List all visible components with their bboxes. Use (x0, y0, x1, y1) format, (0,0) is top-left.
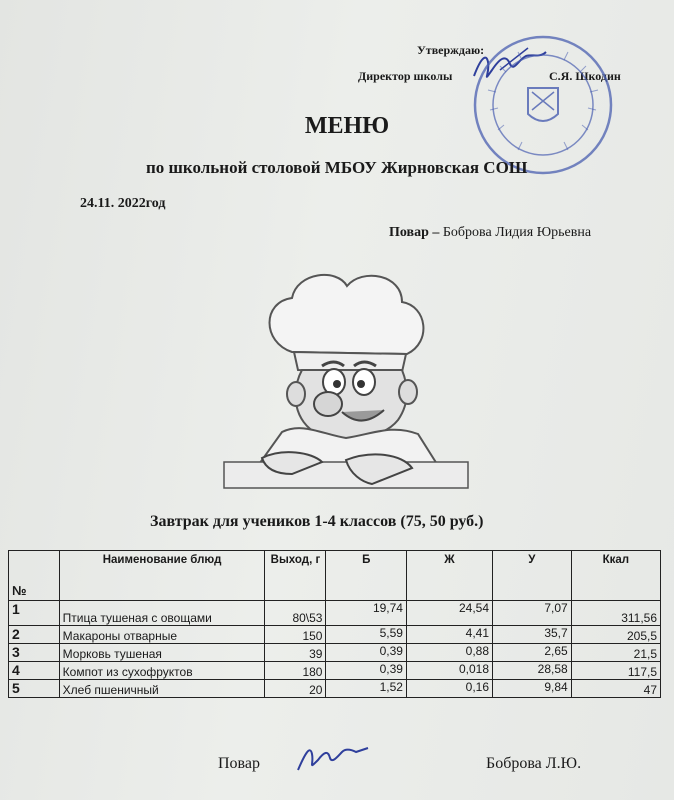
col-header-num: № (9, 551, 60, 601)
approve-label: Утверждаю: (417, 43, 485, 57)
cell-kcal: 311,56 (571, 601, 660, 626)
col-header-zh: Ж (406, 551, 492, 601)
cell-zh: 4,41 (406, 626, 492, 644)
table-header-row (9, 551, 661, 601)
footer-cook-label: Повар (218, 755, 260, 772)
cell-kcal: 47 (571, 680, 660, 698)
table-row (9, 662, 661, 680)
cell-u: 35,7 (493, 626, 572, 644)
cell-num: 2 (9, 626, 60, 644)
cell-name: Птица тушеная с овощами (59, 601, 265, 626)
cell-b: 0,39 (326, 662, 407, 680)
chef-illustration-icon (222, 262, 470, 492)
cook-name: Боброва Лидия Юрьевна (442, 225, 592, 240)
cell-kcal: 21,5 (571, 644, 660, 662)
cell-b: 5,59 (326, 626, 407, 644)
cook-signature-icon (292, 734, 372, 774)
cell-yield: 150 (265, 626, 326, 644)
page-title: МЕНЮ (304, 113, 390, 139)
page-subtitle: по школьной столовой МБОУ Жирновская СОШ (146, 158, 528, 177)
breakfast-title: Завтрак для учеников 1-4 классов (75, 50 руб.) (150, 513, 484, 530)
director-label: Директор школы (358, 69, 453, 83)
cell-zh: 24,54 (406, 601, 492, 626)
cell-num: 5 (9, 680, 60, 698)
cell-num: 3 (9, 644, 60, 662)
cook-line (389, 225, 591, 241)
cell-yield: 80\53 (265, 601, 326, 626)
menu-table (8, 550, 661, 698)
table-row (9, 680, 661, 698)
cell-name: Макароны отварные (59, 626, 265, 644)
cell-b: 19,74 (326, 601, 407, 626)
cell-yield: 39 (265, 644, 326, 662)
cell-b: 0,39 (326, 644, 407, 662)
director-name: С.Я. Шкодин (549, 69, 621, 83)
cell-u: 7,07 (493, 601, 572, 626)
cell-yield: 180 (265, 662, 326, 680)
table-row (9, 626, 661, 644)
table-row (9, 644, 661, 662)
cell-u: 28,58 (493, 662, 572, 680)
cell-u: 9,84 (493, 680, 572, 698)
cell-zh: 0,88 (406, 644, 492, 662)
cell-u: 2,65 (493, 644, 572, 662)
col-header-kcal: Ккал (571, 551, 660, 601)
col-header-yield: Выход, г (265, 551, 326, 601)
cell-zh: 0,018 (406, 662, 492, 680)
col-header-u: У (493, 551, 572, 601)
cell-name: Компот из сухофруктов (59, 662, 265, 680)
cell-name: Хлеб пшеничный (59, 680, 265, 698)
cell-num: 4 (9, 662, 60, 680)
cell-kcal: 205,5 (571, 626, 660, 644)
footer-cook-name: Боброва Л.Ю. (486, 755, 582, 772)
cook-label: Повар – (389, 225, 440, 240)
cell-b: 1,52 (326, 680, 407, 698)
cell-yield: 20 (265, 680, 326, 698)
col-header-name: Наименование блюд (59, 551, 265, 601)
cell-name: Морковь тушеная (59, 644, 265, 662)
cell-zh: 0,16 (406, 680, 492, 698)
table-row (9, 601, 661, 626)
col-header-b: Б (326, 551, 407, 601)
menu-date: 24.11. 2022год (80, 196, 166, 211)
cell-kcal: 117,5 (571, 662, 660, 680)
cell-num: 1 (9, 601, 60, 626)
